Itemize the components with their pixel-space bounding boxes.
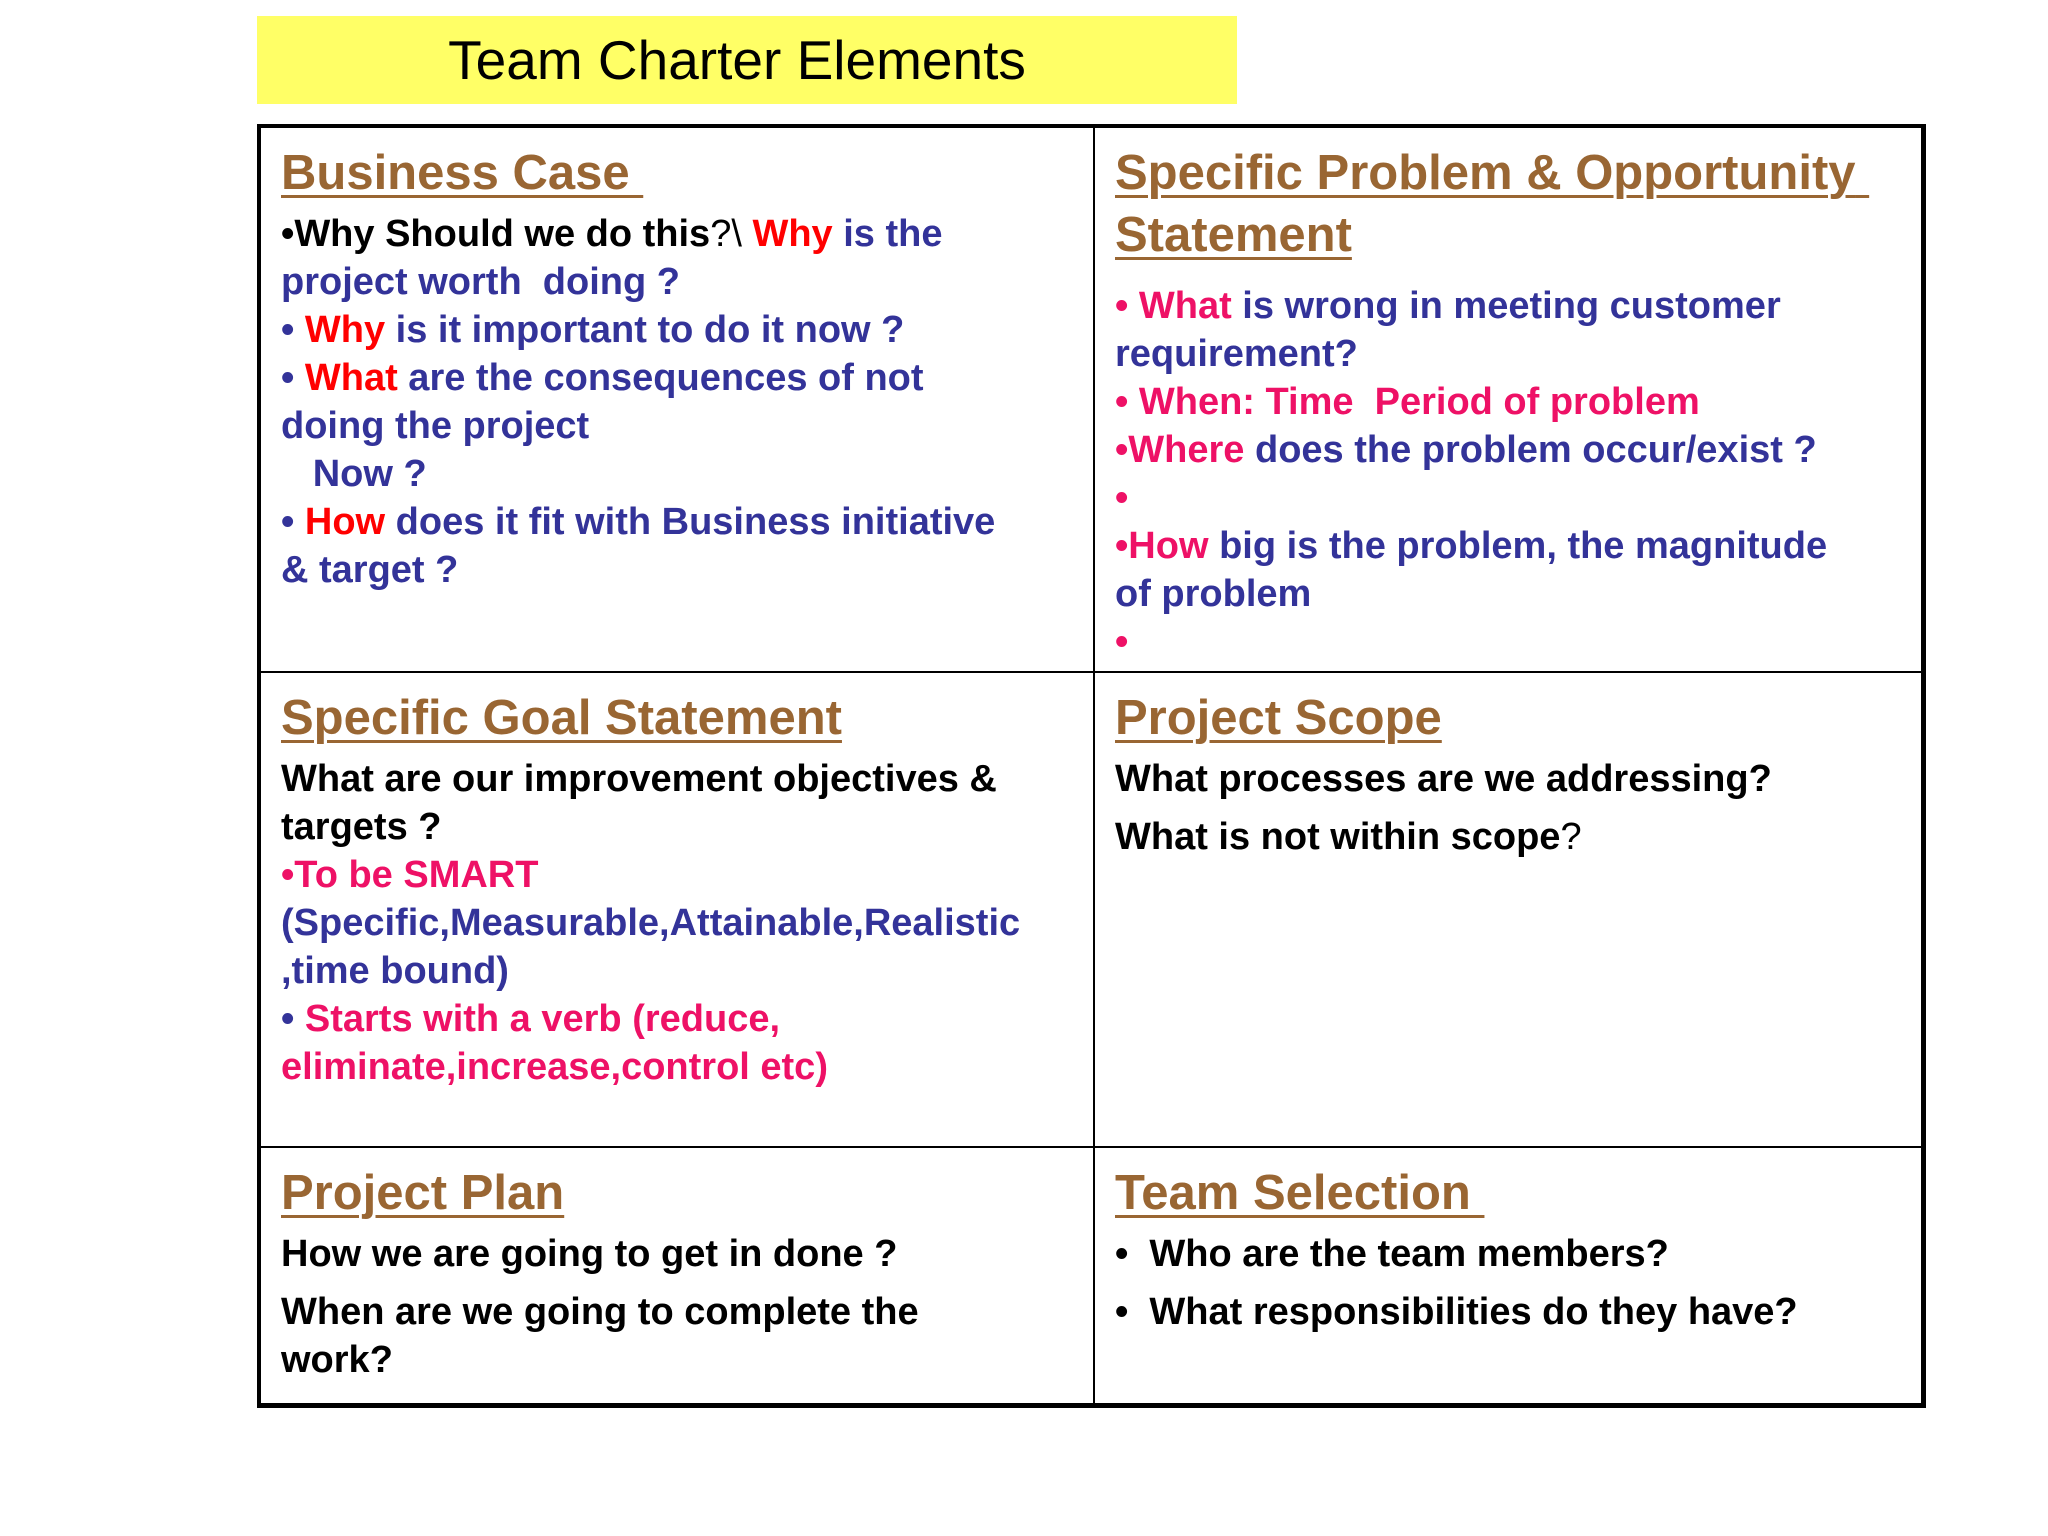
plan-line-1: How we are going to get in done ?: [281, 1233, 898, 1275]
business-case-cell: [261, 128, 1095, 673]
problem-line-6: •How big is the problem, the magnitude: [1115, 525, 1828, 567]
business-case-body: [281, 210, 1073, 594]
problem-line-7: of problem: [1115, 573, 1312, 615]
goal-statement-cell: [261, 673, 1095, 1148]
problem-statement-cell: [1095, 128, 1921, 673]
problem-line-5: •: [1115, 477, 1129, 519]
title-banner: [257, 16, 1237, 104]
project-plan-heading: Project Plan: [281, 1166, 565, 1220]
goal-line-2: targets ?: [281, 806, 442, 848]
project-plan-body: [281, 1230, 1073, 1384]
problem-statement-body: [1115, 282, 1901, 666]
business-case-line-6: Now ?: [281, 453, 427, 495]
page-title: Team Charter Elements: [448, 29, 1026, 91]
project-scope-cell: [1095, 673, 1921, 1148]
goal-line-1: What are our improvement objectives &: [281, 758, 997, 800]
business-case-line-8: & target ?: [281, 549, 459, 591]
problem-statement-heading: Specific Problem & Opportunity Statement: [1115, 146, 1870, 262]
team-selection-cell: [1095, 1148, 1921, 1403]
team-selection-body: [1115, 1230, 1901, 1336]
problem-line-1: • What is wrong in meeting customer: [1115, 285, 1781, 327]
goal-line-7: eliminate,increase,control etc): [281, 1046, 828, 1088]
business-case-line-1: •Why Should we do this?\ Why is the: [281, 213, 943, 255]
goal-line-6: • Starts with a verb (reduce,: [281, 998, 781, 1040]
business-case-line-4: • What are the consequences of not: [281, 357, 924, 399]
business-case-line-7: • How does it fit with Business initiative: [281, 501, 996, 543]
team-line-2: • What responsibilities do they have?: [1115, 1291, 1798, 1333]
business-case-line-2: project worth doing ?: [281, 261, 680, 303]
goal-statement-heading: Specific Goal Statement: [281, 691, 842, 745]
problem-line-2: requirement?: [1115, 333, 1358, 375]
bullet: •: [281, 213, 295, 255]
charter-grid: [257, 124, 1926, 1408]
team-selection-heading: Team Selection: [1115, 1166, 1485, 1220]
project-scope-body: [1115, 755, 1901, 861]
team-line-1: • Who are the team members?: [1115, 1233, 1669, 1275]
plan-line-2: When are we going to complete the: [281, 1291, 919, 1333]
business-case-heading: Business Case: [281, 146, 644, 200]
goal-statement-body: [281, 755, 1073, 1091]
project-scope-heading: Project Scope: [1115, 691, 1442, 745]
problem-line-3: • When: Time Period of problem: [1115, 381, 1700, 423]
business-case-line-5: doing the project: [281, 405, 590, 447]
problem-line-4: •Where does the problem occur/exist ?: [1115, 429, 1817, 471]
goal-line-3: •To be SMART: [281, 854, 539, 896]
business-case-line-3: • Why is it important to do it now ?: [281, 309, 905, 351]
problem-line-8: •: [1115, 621, 1129, 663]
scope-line-2: What is not within scope?: [1115, 816, 1582, 858]
project-plan-cell: [261, 1148, 1095, 1403]
goal-line-4: (Specific,Measurable,Attainable,Realistic: [281, 902, 1021, 944]
goal-line-5: ,time bound): [281, 950, 509, 992]
scope-line-1: What processes are we addressing?: [1115, 758, 1772, 800]
plan-line-3: work?: [281, 1339, 393, 1381]
